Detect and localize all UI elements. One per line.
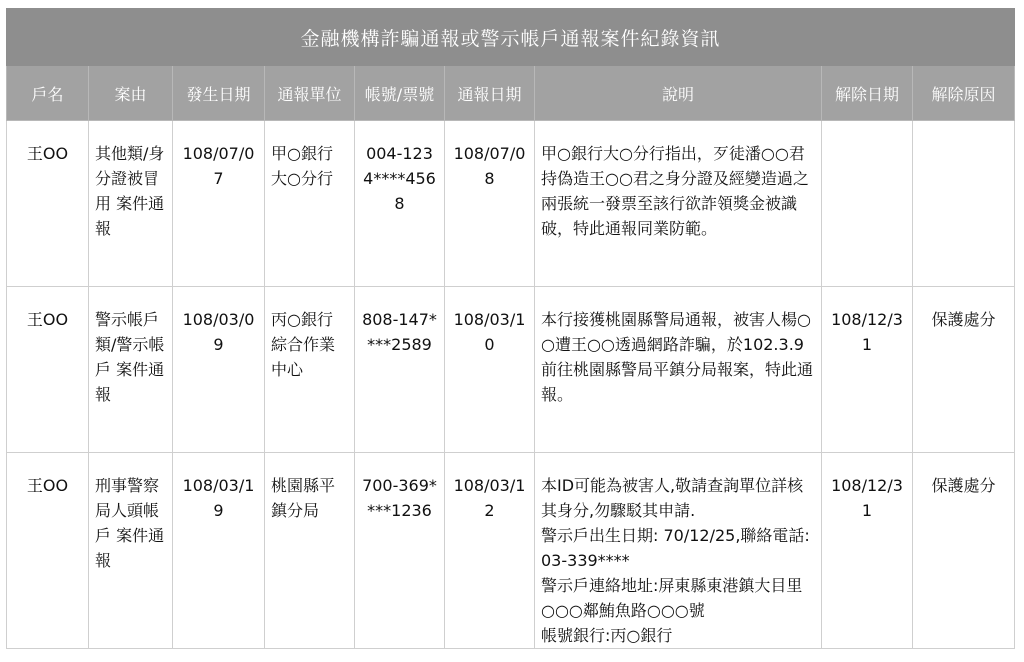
- cell-report-date: 108/07/08: [445, 121, 535, 287]
- cell-release-date: 108/12/31: [822, 287, 913, 453]
- cell-release-date: [822, 121, 913, 287]
- cell-unit: 甲○銀行大○分行: [265, 121, 355, 287]
- cell-release-reason: 保護處分: [913, 287, 1015, 453]
- description-line: 帳號銀行:丙○銀行: [541, 626, 673, 645]
- description-line: 警示戶出生日期: 70/12/25,聯絡電話: 03-339****: [541, 526, 810, 570]
- cell-account: 004-1234****4568: [355, 121, 445, 287]
- col-header-unit: 通報單位: [265, 66, 355, 121]
- cell-unit: 桃園縣平鎮分局: [265, 453, 355, 649]
- table-row: [7, 287, 1015, 453]
- cell-release-reason: 保護處分: [913, 453, 1015, 649]
- col-header-account: 帳號/票號: [355, 66, 445, 121]
- table-row: [7, 453, 1015, 649]
- col-header-release-date: 解除日期: [822, 66, 913, 121]
- description-line: 本ID可能為被害人,敬請查詢單位詳核其身分,勿驟駁其申請.: [541, 476, 804, 520]
- cell-name: 王OO: [7, 121, 89, 287]
- cell-occur-date: 108/03/09: [173, 287, 265, 453]
- table-row: [7, 121, 1015, 287]
- col-header-occur-date: 發生日期: [173, 66, 265, 121]
- cell-account: 700-369****1236: [355, 453, 445, 649]
- description-line: 警示戶連絡地址:屏東縣東港鎮大目里○○○鄰鮪魚路○○○號: [541, 576, 803, 620]
- col-header-reason: 案由: [89, 66, 173, 121]
- cell-unit: 丙○銀行綜合作業中心: [265, 287, 355, 453]
- fraud-report-table: [6, 8, 1015, 649]
- cell-reason: 其他類/身分證被冒用 案件通報: [89, 121, 173, 287]
- cell-report-date: 108/03/10: [445, 287, 535, 453]
- cell-occur-date: 108/03/19: [173, 453, 265, 649]
- cell-release-date: 108/12/31: [822, 453, 913, 649]
- cell-reason: 警示帳戶類/警示帳戶 案件通報: [89, 287, 173, 453]
- cell-occur-date: 108/07/07: [173, 121, 265, 287]
- col-header-release-reason: 解除原因: [913, 66, 1015, 121]
- cell-name: 王OO: [7, 453, 89, 649]
- col-header-description: 說明: [535, 66, 822, 121]
- cell-description: [535, 453, 822, 649]
- cell-description: 本行接獲桃園縣警局通報，被害人楊○○遭王○○透過網路詐騙，於102.3.9前往桃園縣警局平鎮分局報案，特此通報。: [535, 287, 822, 453]
- cell-report-date: 108/03/12: [445, 453, 535, 649]
- cell-release-reason: [913, 121, 1015, 287]
- cell-reason: 刑事警察局人頭帳戶 案件通報: [89, 453, 173, 649]
- report-table-container: [6, 8, 1014, 649]
- col-header-report-date: 通報日期: [445, 66, 535, 121]
- cell-account: 808-147****2589: [355, 287, 445, 453]
- cell-description: 甲○銀行大○分行指出，歹徒潘○○君持偽造王○○君之身分證及經變造過之兩張統一發票至該行欲詐領獎金被識破，特此通報同業防範。: [535, 121, 822, 287]
- header-row: [7, 66, 1015, 121]
- cell-name: 王OO: [7, 287, 89, 453]
- col-header-name: 戶名: [7, 66, 89, 121]
- table-title: 金融機構詐騙通報或警示帳戶通報案件紀錄資訊: [7, 9, 1015, 66]
